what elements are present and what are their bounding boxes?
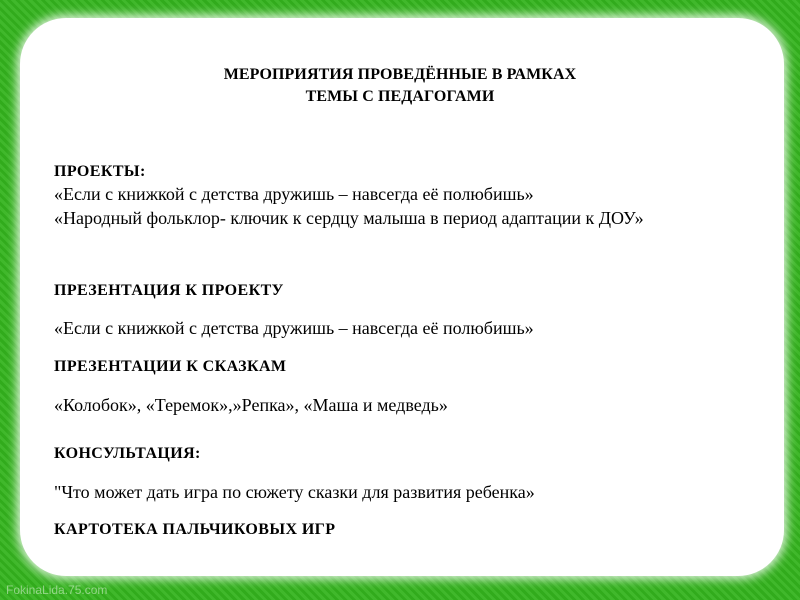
projects-label: ПРОЕКТЫ: [54, 163, 146, 180]
project-item-1: «Если с книжкой с детства дружишь – навсегда её полюбишь» [54, 184, 534, 204]
page-title [0, 64, 800, 108]
project-presentation-text-block [54, 316, 754, 340]
project-presentation-label: ПРЕЗЕНТАЦИЯ К ПРОЕКТУ [54, 282, 284, 299]
tale-presentations-label: ПРЕЗЕНТАЦИИ К СКАЗКАМ [54, 358, 287, 375]
consultation-label: КОНСУЛЬТАЦИЯ: [54, 445, 201, 462]
project-presentation-text: «Если с книжкой с детства дружишь – навсегда её полюбишь» [54, 318, 534, 338]
project-presentation-section [54, 281, 754, 301]
consultation-section [54, 444, 754, 464]
consultation-text-block [54, 480, 754, 504]
watermark: FokinaLida.75.com [6, 583, 108, 597]
consultation-text: "Что может дать игра по сюжету сказки для развития ребенка» [54, 482, 535, 502]
project-item-2: «Народный фольклор- ключик к сердцу малыша в период адаптации к ДОУ» [54, 208, 644, 228]
projects-section [54, 162, 754, 230]
card-index-section [54, 520, 754, 540]
title-line-1: МЕРОПРИЯТИЯ ПРОВЕДЁННЫЕ В РАМКАХ [223, 66, 577, 83]
card-index-label: КАРТОТЕКА ПАЛЬЧИКОВЫХ ИГР [54, 521, 336, 538]
title-line-2: ТЕМЫ С ПЕДАГОГАМИ [305, 88, 495, 105]
tale-presentations-section [54, 357, 754, 377]
tale-presentations-text: «Колобок», «Теремок»,»Репка», «Маша и медведь» [54, 395, 448, 415]
tale-presentations-text-block [54, 393, 754, 417]
